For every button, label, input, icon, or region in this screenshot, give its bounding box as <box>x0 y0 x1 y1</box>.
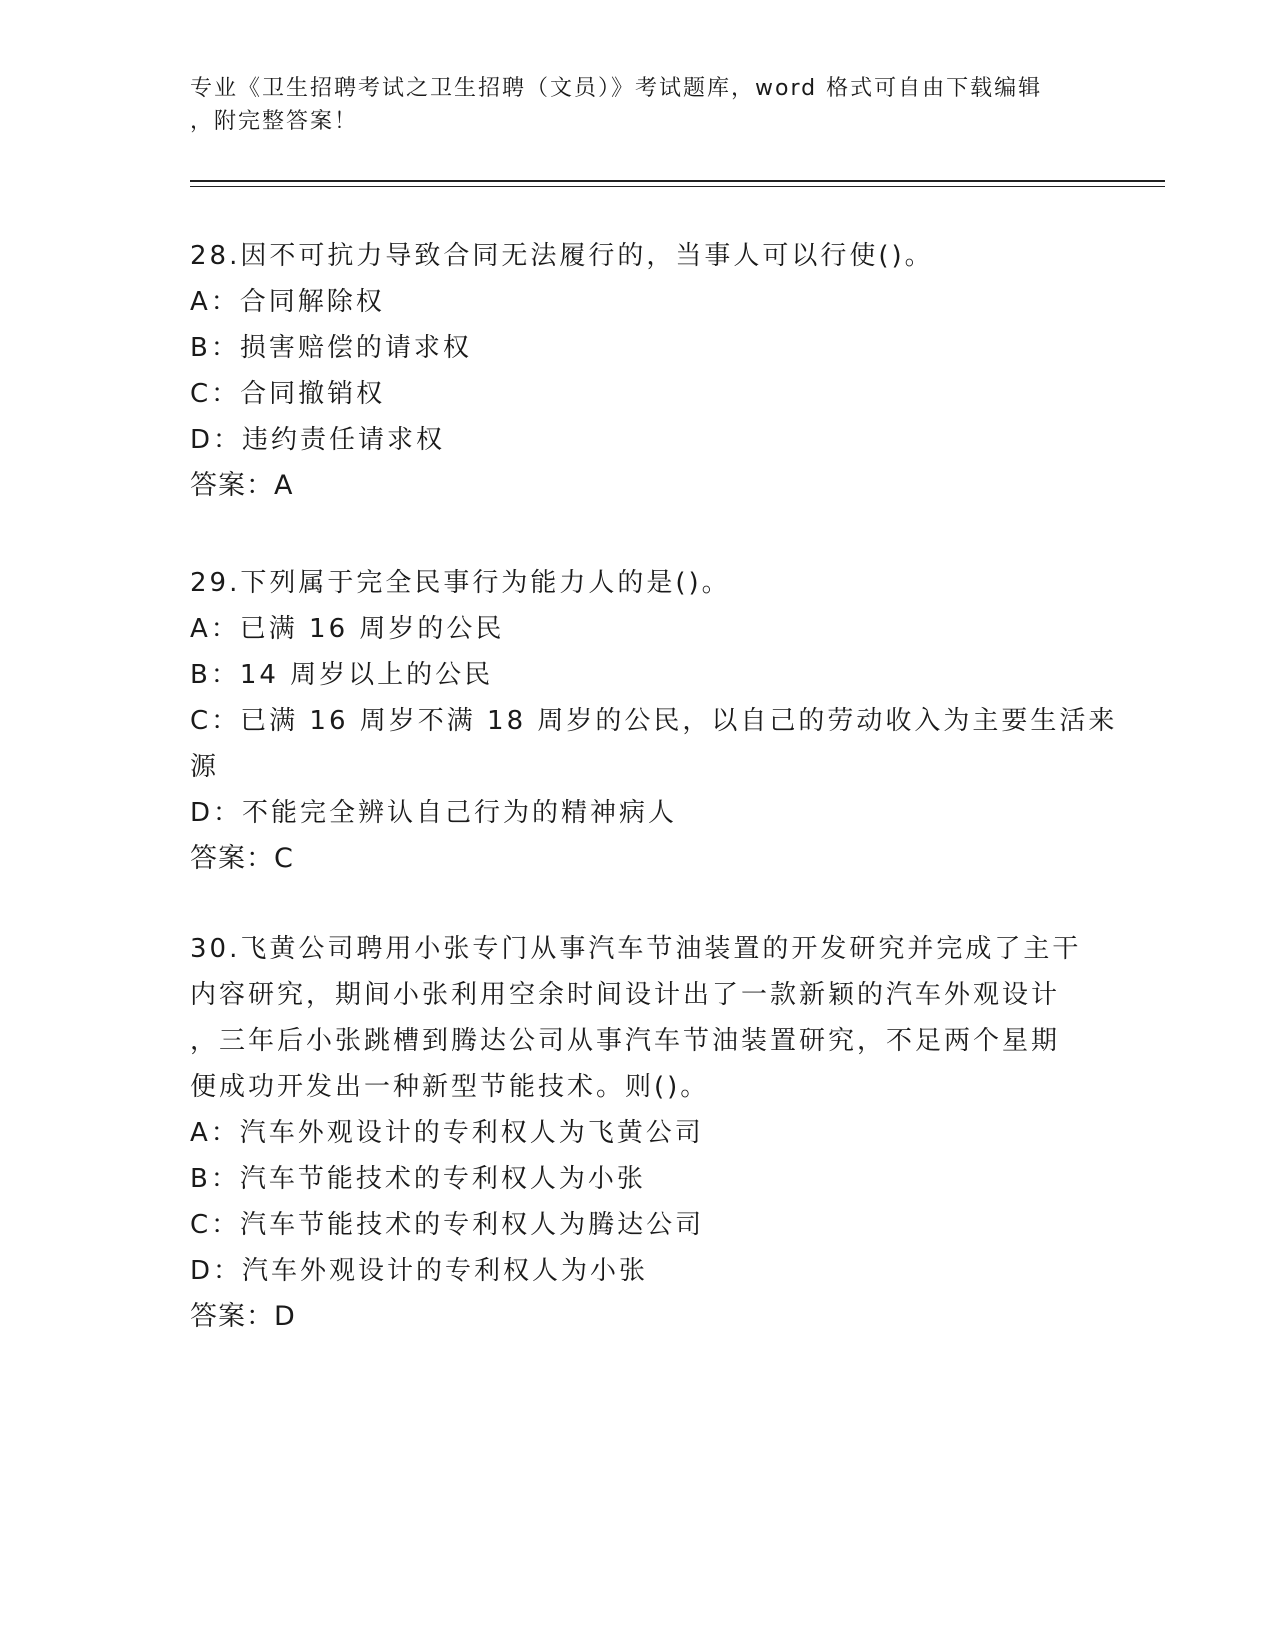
header-divider <box>190 180 1165 187</box>
question-stem-line-4: 便成功开发出一种新型节能技术。则()。 <box>190 1072 710 1102</box>
question-29 <box>190 560 1118 882</box>
option-c-continued: 源 <box>190 752 220 782</box>
option-d: D：不能完全辨认自己行为的精神病人 <box>190 798 678 828</box>
option-b: B：14 周岁以上的公民 <box>190 660 494 690</box>
question-stem-line-3: ，三年后小张跳槽到腾达公司从事汽车节油装置研究，不足两个星期 <box>190 1026 1061 1056</box>
question-stem: 29.下列属于完全民事行为能力人的是()。 <box>190 568 731 598</box>
option-b: B：损害赔偿的请求权 <box>190 333 472 363</box>
option-d: D：违约责任请求权 <box>190 425 446 455</box>
question-stem: 28.因不可抗力导致合同无法履行的，当事人可以行使()。 <box>190 241 934 271</box>
answer-line: 答案：A <box>190 470 294 501</box>
option-c: C：已满 16 周岁不满 18 周岁的公民，以自己的劳动收入为主要生活来 <box>190 706 1118 736</box>
option-d: D：汽车外观设计的专利权人为小张 <box>190 1256 649 1286</box>
question-stem-line-2: 内容研究，期间小张利用空余时间设计出了一款新颖的汽车外观设计 <box>190 980 1061 1010</box>
question-30 <box>190 926 1090 1340</box>
option-c: C：汽车节能技术的专利权人为腾达公司 <box>190 1210 705 1240</box>
header-line-1: 专业《卫生招聘考试之卫生招聘（文员）》考试题库，word 格式可自由下载编辑 <box>190 76 1043 101</box>
option-c: C：合同撤销权 <box>190 379 386 409</box>
option-a: A：汽车外观设计的专利权人为飞黄公司 <box>190 1118 704 1148</box>
header-line-2: ，附完整答案！ <box>190 109 359 134</box>
answer-line: 答案：D <box>190 1301 296 1332</box>
answer-line: 答案：C <box>190 843 294 874</box>
question-28 <box>190 233 1090 509</box>
option-a: A：合同解除权 <box>190 287 385 317</box>
option-a: A：已满 16 周岁的公民 <box>190 614 505 644</box>
document-header <box>190 72 1090 138</box>
option-b: B：汽车节能技术的专利权人为小张 <box>190 1164 646 1194</box>
question-stem-line-1: 30.飞黄公司聘用小张专门从事汽车节油装置的开发研究并完成了主干 <box>190 934 1082 964</box>
